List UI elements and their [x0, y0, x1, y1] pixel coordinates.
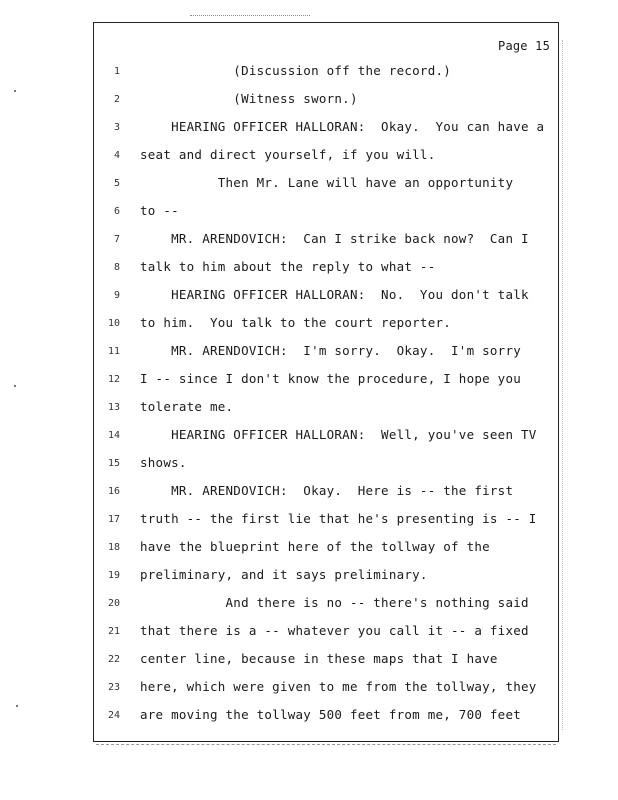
line-text: I -- since I don't know the procedure, I hope you [140, 371, 522, 386]
line-text: (Discussion off the record.) [140, 63, 452, 78]
line-number: 16 [107, 486, 120, 497]
line-text: HEARING OFFICER HALLORAN: No. You don't talk [140, 287, 529, 302]
transcript-line [94, 259, 558, 279]
scan-artifact-bottom [96, 744, 556, 748]
transcript-line [94, 399, 558, 419]
transcript-line [94, 567, 558, 587]
transcript-line [94, 175, 558, 195]
line-text: truth -- the first lie that he's presenting is -- I [140, 511, 537, 526]
line-text: tolerate me. [140, 399, 234, 414]
transcript-line [94, 63, 558, 83]
transcript-line [94, 371, 558, 391]
line-number: 7 [113, 234, 120, 245]
line-text: MR. ARENDOVICH: Okay. Here is -- the first [140, 483, 514, 498]
line-number: 23 [107, 682, 120, 693]
line-text: MR. ARENDOVICH: Can I strike back now? Can I [140, 231, 529, 246]
line-text: HEARING OFFICER HALLORAN: Okay. You can have a [140, 119, 545, 134]
line-number: 19 [107, 570, 120, 581]
transcript-line [94, 623, 558, 643]
line-text: HEARING OFFICER HALLORAN: Well, you've seen TV [140, 427, 537, 442]
line-number: 12 [107, 374, 120, 385]
line-text: are moving the tollway 500 feet from me, 700 feet [140, 707, 522, 722]
line-number: 18 [107, 542, 120, 553]
line-number: 5 [113, 178, 120, 189]
line-number: 6 [113, 206, 120, 217]
line-number: 20 [107, 598, 120, 609]
transcript-line [94, 511, 558, 531]
transcript-line [94, 91, 558, 111]
line-text: have the blueprint here of the tollway of the [140, 539, 490, 554]
transcript-line [94, 287, 558, 307]
line-number: 8 [113, 262, 120, 273]
line-number: 2 [113, 94, 120, 105]
line-text: MR. ARENDOVICH: I'm sorry. Okay. I'm sorry [140, 343, 522, 358]
line-number: 17 [107, 514, 120, 525]
line-number: 11 [107, 346, 120, 357]
transcript-line [94, 315, 558, 335]
transcript-line [94, 595, 558, 615]
line-number: 10 [107, 318, 120, 329]
line-text: talk to him about the reply to what -- [140, 259, 436, 274]
line-text: here, which were given to me from the tollway, they [140, 679, 537, 694]
line-number: 13 [107, 402, 120, 413]
scan-artifact-top [190, 15, 310, 19]
transcript-line [94, 455, 558, 475]
line-text: center line, because in these maps that I have [140, 651, 498, 666]
line-text: (Witness sworn.) [140, 91, 358, 106]
transcript-page [93, 22, 559, 742]
line-text: that there is a -- whatever you call it -- a fixed [140, 623, 529, 638]
line-text: to him. You talk to the court reporter. [140, 315, 452, 330]
transcript-line [94, 679, 558, 699]
transcript-line [94, 119, 558, 139]
transcript-line [94, 707, 558, 727]
page-number: Page 15 [498, 39, 550, 53]
line-number: 21 [107, 626, 120, 637]
transcript-line [94, 231, 558, 251]
transcript-line [94, 147, 558, 167]
line-text: seat and direct yourself, if you will. [140, 147, 436, 162]
transcript-line [94, 651, 558, 671]
line-text: Then Mr. Lane will have an opportunity [140, 175, 514, 190]
transcript-line [94, 203, 558, 223]
line-text: to -- [140, 203, 179, 218]
line-number: 4 [113, 150, 120, 161]
line-number: 1 [113, 66, 120, 77]
transcript-line [94, 427, 558, 447]
transcript-line [94, 539, 558, 559]
line-number: 9 [113, 290, 120, 301]
line-text: shows. [140, 455, 187, 470]
line-text: preliminary, and it says preliminary. [140, 567, 428, 582]
line-text: And there is no -- there's nothing said [140, 595, 529, 610]
transcript-line [94, 483, 558, 503]
line-number: 15 [107, 458, 120, 469]
line-number: 22 [107, 654, 120, 665]
line-number: 24 [107, 710, 120, 721]
transcript-line [94, 343, 558, 363]
line-number: 14 [107, 430, 120, 441]
scan-speck [16, 705, 18, 707]
line-number: 3 [113, 122, 120, 133]
scan-speck [14, 90, 16, 92]
scan-artifact-right-margin [562, 40, 564, 730]
scan-speck [14, 385, 16, 387]
